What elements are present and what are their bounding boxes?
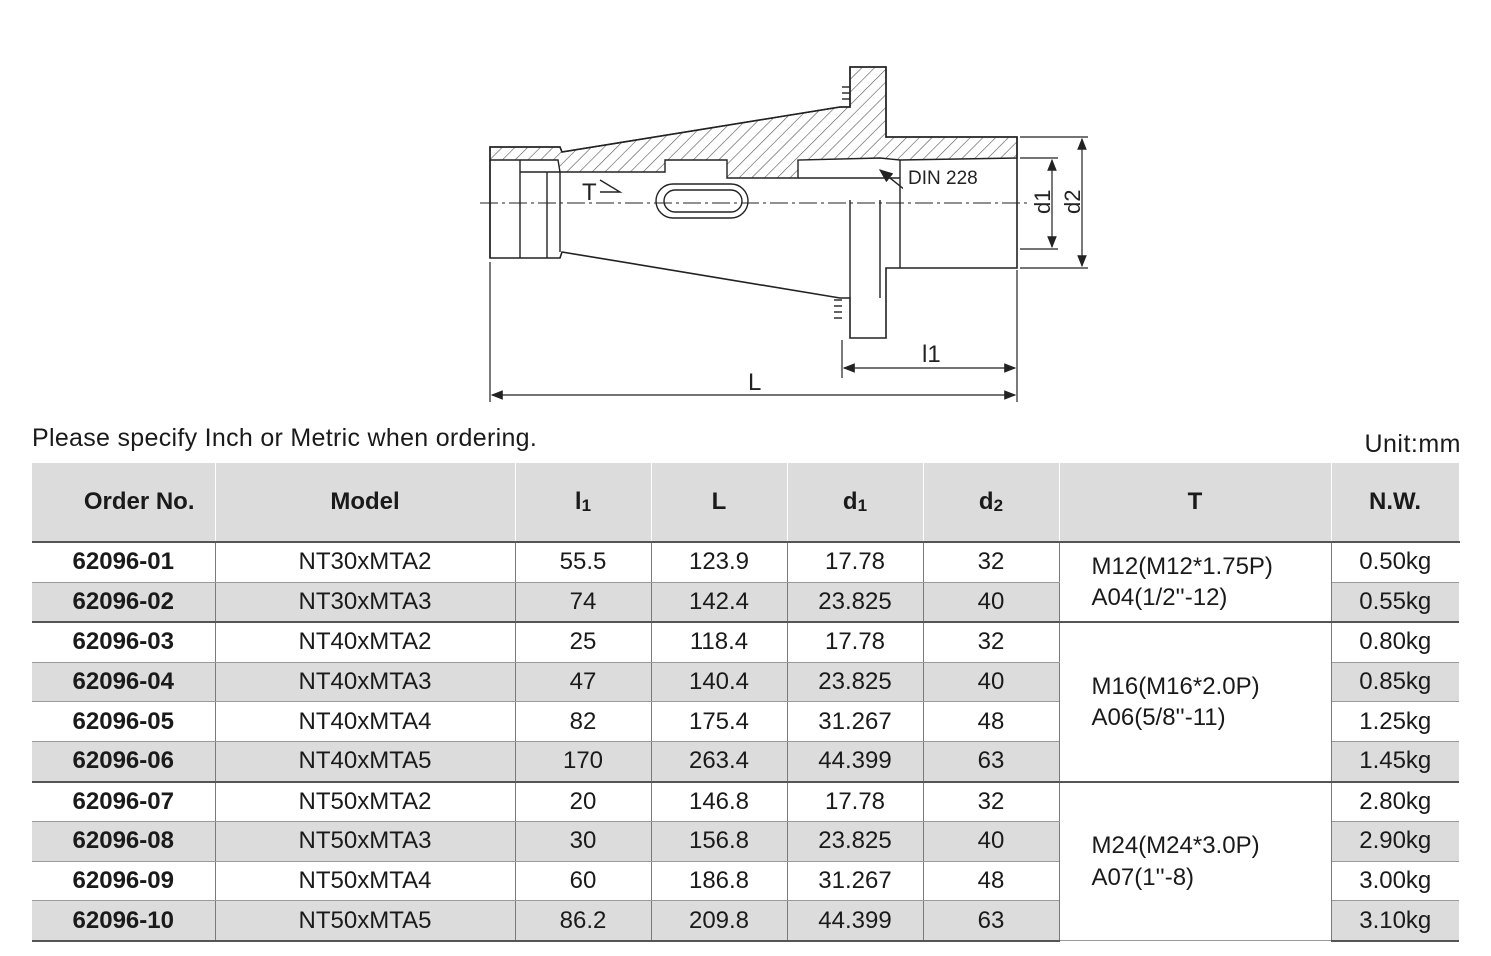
nw-value: 0.85kg — [1331, 662, 1459, 702]
d1-value: 44.399 — [787, 741, 923, 781]
spec-table — [32, 463, 1460, 942]
label-d2: d2 — [1060, 189, 1085, 214]
order-no: 62096-06 — [32, 741, 215, 781]
l1-value: 47 — [515, 662, 651, 702]
model: NT40xMTA2 — [215, 622, 515, 662]
nw-value: 1.25kg — [1331, 702, 1459, 742]
t-group-3: M24(M24*3.0P) A07(1''-8) — [1059, 782, 1331, 941]
d1-value: 17.78 — [787, 542, 923, 582]
label-t: T — [582, 179, 597, 206]
d1-value: 23.825 — [787, 822, 923, 862]
L-value: 186.8 — [651, 861, 787, 901]
unit-label: Unit:mm — [1364, 430, 1461, 458]
model: NT50xMTA5 — [215, 901, 515, 941]
nw-value: 0.55kg — [1331, 582, 1459, 622]
d2-value: 32 — [923, 622, 1059, 662]
model: NT40xMTA3 — [215, 662, 515, 702]
d2-value: 32 — [923, 782, 1059, 822]
header-d2: d2 — [923, 463, 1059, 542]
L-value: 263.4 — [651, 741, 787, 781]
header-l1: l1 — [515, 463, 651, 542]
header-nw: N.W. — [1331, 463, 1459, 542]
d1-value: 44.399 — [787, 901, 923, 941]
l1-value: 20 — [515, 782, 651, 822]
d2-value: 40 — [923, 582, 1059, 622]
order-no: 62096-05 — [32, 702, 215, 742]
model: NT50xMTA4 — [215, 861, 515, 901]
d1-value: 17.78 — [787, 782, 923, 822]
l1-value: 25 — [515, 622, 651, 662]
nw-value: 2.90kg — [1331, 822, 1459, 862]
table-row — [32, 542, 1459, 582]
d1-value: 17.78 — [787, 622, 923, 662]
d1-value: 31.267 — [787, 861, 923, 901]
nw-value: 1.45kg — [1331, 741, 1459, 781]
order-no: 62096-09 — [32, 861, 215, 901]
technical-drawing — [0, 0, 1491, 420]
header-L: L — [651, 463, 787, 542]
t-group-1: M12(M12*1.75P) A04(1/2''-12) — [1059, 542, 1331, 622]
label-d1: d1 — [1030, 189, 1055, 214]
L-value: 156.8 — [651, 822, 787, 862]
nw-value: 0.80kg — [1331, 622, 1459, 662]
nw-value: 3.10kg — [1331, 901, 1459, 941]
model: NT30xMTA2 — [215, 542, 515, 582]
order-no: 62096-01 — [32, 542, 215, 582]
model: NT50xMTA3 — [215, 822, 515, 862]
header-model: Model — [215, 463, 515, 542]
d2-value: 63 — [923, 901, 1059, 941]
d2-value: 32 — [923, 542, 1059, 582]
header-order-no: Order No. — [32, 463, 215, 542]
d2-value: 40 — [923, 822, 1059, 862]
L-value: 140.4 — [651, 662, 787, 702]
l1-value: 60 — [515, 861, 651, 901]
model: NT40xMTA4 — [215, 702, 515, 742]
table-row — [32, 782, 1459, 822]
l1-value: 55.5 — [515, 542, 651, 582]
L-value: 118.4 — [651, 622, 787, 662]
nw-value: 3.00kg — [1331, 861, 1459, 901]
l1-value: 74 — [515, 582, 651, 622]
order-no: 62096-08 — [32, 822, 215, 862]
order-no: 62096-10 — [32, 901, 215, 941]
label-din: DIN 228 — [908, 168, 978, 189]
l1-value: 170 — [515, 741, 651, 781]
table-row — [32, 622, 1459, 662]
d2-value: 48 — [923, 702, 1059, 742]
l1-value: 30 — [515, 822, 651, 862]
label-l1: l1 — [922, 341, 941, 368]
table-header-row — [32, 463, 1459, 542]
L-value: 146.8 — [651, 782, 787, 822]
ordering-note: Please specify Inch or Metric when ordering. — [32, 424, 538, 452]
model: NT40xMTA5 — [215, 741, 515, 781]
d1-value: 23.825 — [787, 582, 923, 622]
L-value: 123.9 — [651, 542, 787, 582]
d1-value: 23.825 — [787, 662, 923, 702]
order-no: 62096-07 — [32, 782, 215, 822]
l1-value: 86.2 — [515, 901, 651, 941]
order-no: 62096-04 — [32, 662, 215, 702]
header-d1: d1 — [787, 463, 923, 542]
L-value: 142.4 — [651, 582, 787, 622]
order-no: 62096-02 — [32, 582, 215, 622]
L-value: 175.4 — [651, 702, 787, 742]
d2-value: 63 — [923, 741, 1059, 781]
nw-value: 2.80kg — [1331, 782, 1459, 822]
d1-value: 31.267 — [787, 702, 923, 742]
t-group-2: M16(M16*2.0P) A06(5/8''-11) — [1059, 622, 1331, 781]
model: NT50xMTA2 — [215, 782, 515, 822]
header-t: T — [1059, 463, 1331, 542]
model: NT30xMTA3 — [215, 582, 515, 622]
L-value: 209.8 — [651, 901, 787, 941]
nw-value: 0.50kg — [1331, 542, 1459, 582]
order-no: 62096-03 — [32, 622, 215, 662]
l1-value: 82 — [515, 702, 651, 742]
d2-value: 48 — [923, 861, 1059, 901]
label-L: L — [748, 369, 762, 396]
d2-value: 40 — [923, 662, 1059, 702]
